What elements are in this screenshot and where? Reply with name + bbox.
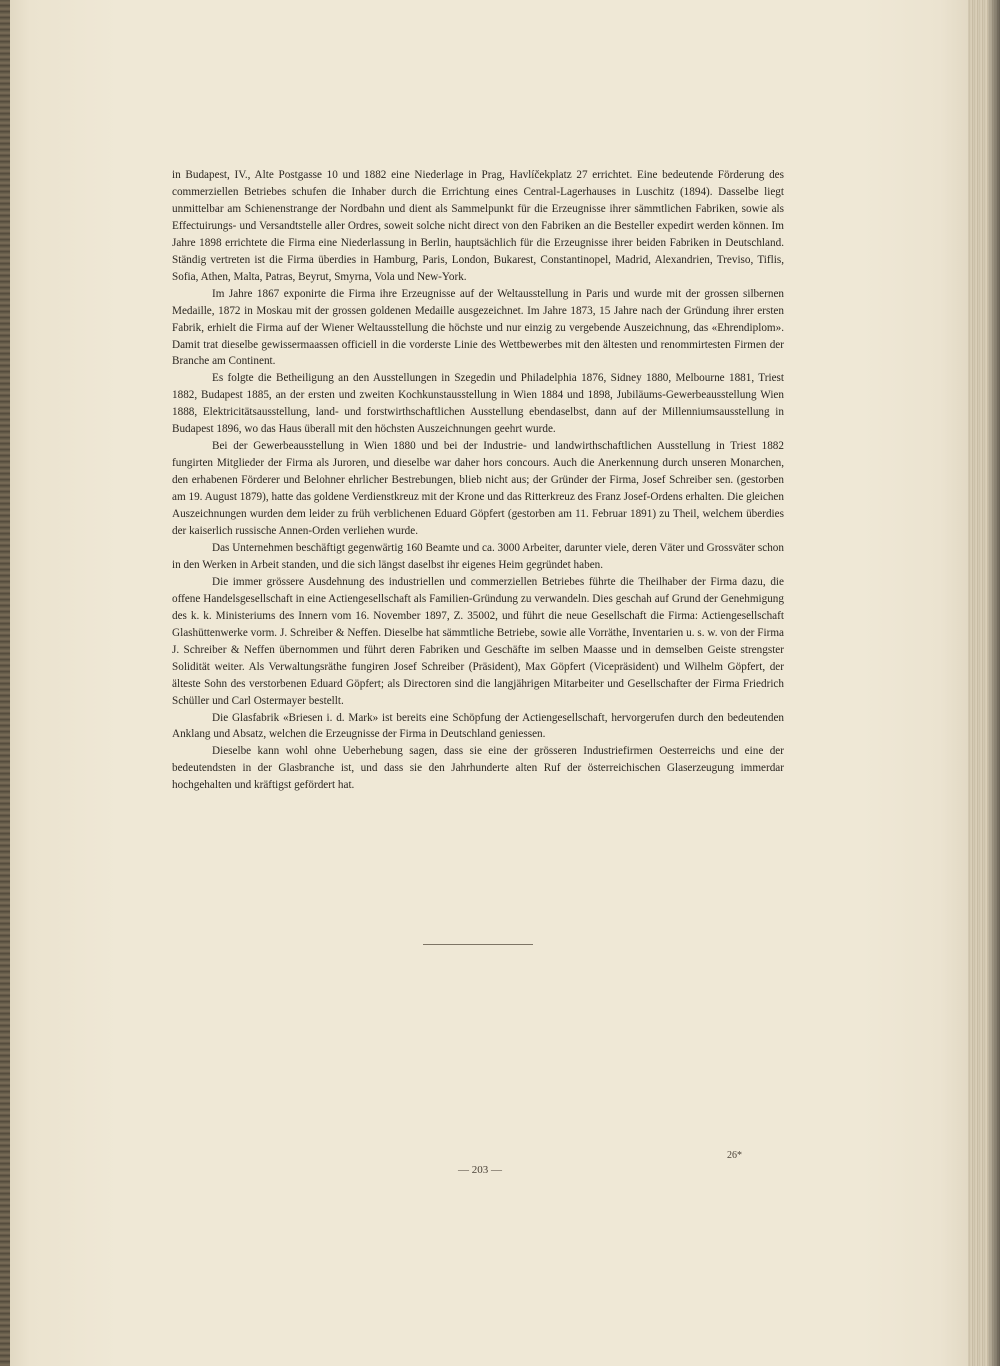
paragraph-5: Das Unternehmen beschäftigt gegenwärtig 160 Beamte und ca. 3000 Arbeiter, darunter viele, deren Väter und Grossväter schon in den Werken in Arbeit standen, und die sich längst daselbst ihr eigenes Heim gegründet haben. <box>172 541 784 571</box>
page-edge-shadow <box>988 0 1000 1366</box>
paragraph-7: Die Glasfabrik «Briesen i. d. Mark» ist bereits eine Schöpfung der Actiengesellschaft, hervorgerufen durch den bedeutenden Anklang und Absatz, welchen die Erzeugnisse der Firma in Deutschland geniessen. <box>172 711 784 741</box>
page-number: — 203 — <box>458 1164 502 1176</box>
paragraph-2: Im Jahre 1867 exponirte die Firma ihre Erzeugnisse auf der Weltausstellung in Paris und wurde mit der grossen silbernen Medaille, 1872 in Moskau mit der grossen goldenen Medaille ausgezeichnet. Im Jahre 1873, 15 Jahre nach der Gründung ihrer ersten Fabrik, erhielt die Firma auf der Wiener Weltausstellung die höchste und nur einzig zu vergebende Auszeichnung, das «Ehrendiplom». Damit trat dieselbe gewissermaassen officiell in die vorderste Linie des Wettbewerbes mit den ältesten und renommirtesten Firmen der Branche am Continent. <box>172 287 784 368</box>
signature-mark: 26* <box>727 1150 742 1161</box>
section-divider <box>423 944 533 945</box>
paragraph-8: Dieselbe kann wohl ohne Ueberhebung sagen, dass sie eine der grösseren Industriefirmen Oesterreichs und eine der bedeutendsten in der Glasbranche ist, und dass sie den Jahrhunderte alten Ruf der österreichischen Glaserzeugung immerdar hochgehalten und kräftigst gefördert hat. <box>172 745 784 792</box>
page-binding-edge <box>0 0 10 1366</box>
paragraph-4: Bei der Gewerbeausstellung in Wien 1880 und bei der Industrie- und landwirthschaftlichen Ausstellung in Triest 1882 fungirten Mitglieder der Firma als Juroren, und dieselbe war daher hors concours. Auch die Anerkennung durch unseren Monarchen, den erhabenen Förderer und Belohner ehrlicher Bestrebungen, blieb nicht aus; der Gründer der Firma, Josef Schreiber sen. (gestorben am 19. August 1879), hatte das goldene Verdienstkreuz mit der Krone und das Ritterkreuz des Franz Josef-Ordens erhalten. Die gleichen Auszeichnungen wurden dem leider zu früh verblichenen Eduard Göpfert (gestorben am 11. Februar 1891) zu Theil, welchem überdies der kaiserlich russische Annen-Orden verliehen wurde. <box>172 440 784 538</box>
paragraph-6: Die immer grössere Ausdehnung des industriellen und commerziellen Betriebes führte die Theilhaber der Firma dazu, die offene Handelsgesellschaft in eine Actiengesellschaft als Familien-Gründung zu verwandeln. Dies geschah auf Grund der Genehmigung des k. k. Ministeriums des Innern vom 16. November 1897, Z. 35002, und führt die neue Gesellschaft die Firma: Actiengesellschaft Glashüttenwerke vorm. J. Schreiber & Neffen. Dieselbe hat sämmtliche Betriebe, sowie alle Vorräthe, Inventarien u. s. w. von der Firma J. Schreiber & Neffen übernommen und führt deren Fabriken und Geschäfte im selben Maasse und in demselben Geiste strengster Solidität weiter. Als Verwaltungsräthe fungiren Josef Schreiber (Präsident), Max Göpfert (Vicepräsident) und Wilhelm Göpfert, der älteste Sohn des verstorbenen Eduard Göpfert; als Directoren sind die langjährigen Mitarbeiter und Gesellschafter der Firma Friedrich Schüller und Carl Ostermayer bestellt. <box>172 575 784 707</box>
paragraph-3: Es folgte die Betheiligung an den Ausstellungen in Szegedin und Philadelphia 1876, Sidney 1880, Melbourne 1881, Triest 1882, Budapest 1885, an der ersten und zweiten Kochkunstausstellung in Wien 1884 und 1898, Jubiläums-Gewerbeausstellung Wien 1888, Elektricitätsausstellung, land- und forstwirthschaftlichen Ausstellung ebendaselbst, dann auf der Millenniumsausstellung in Budapest 1896, wo das Haus überall mit den höchsten Auszeichnungen geehrt wurde. <box>172 372 784 436</box>
paragraph-1: in Budapest, IV., Alte Postgasse 10 und 1882 eine Niederlage in Prag, Havlíčekplatz 27 errichtet. Eine bedeutende Förderung des commerziellen Betriebes schufen die Inhaber durch die Errichtung eines Central-Lagerhauses in Luschitz (1894). Dasselbe liegt unmittelbar am Schienenstrange der Nordbahn und dient als Sammelpunkt für die Erzeugnisse ihrer sämmtlichen Fabriken, sowie als Effectuirungs- und Versandtstelle aller Ordres, soweit solche nicht direct von den Fabriken an die Besteller expedirt werden können. Im Jahre 1898 errichtete die Firma eine Niederlassung in Berlin, hauptsächlich für die Erzeugnisse ihrer beiden Fabriken in Deutschland. Ständig vertreten ist die Firma überdies in Hamburg, Paris, London, Bukarest, Constantinopel, Madrid, Alexandrien, Treviso, Tiflis, Sofia, Athen, Malta, Patras, Beyrut, Smyrna, Vola und New-York. <box>172 169 784 283</box>
body-text <box>172 167 784 794</box>
